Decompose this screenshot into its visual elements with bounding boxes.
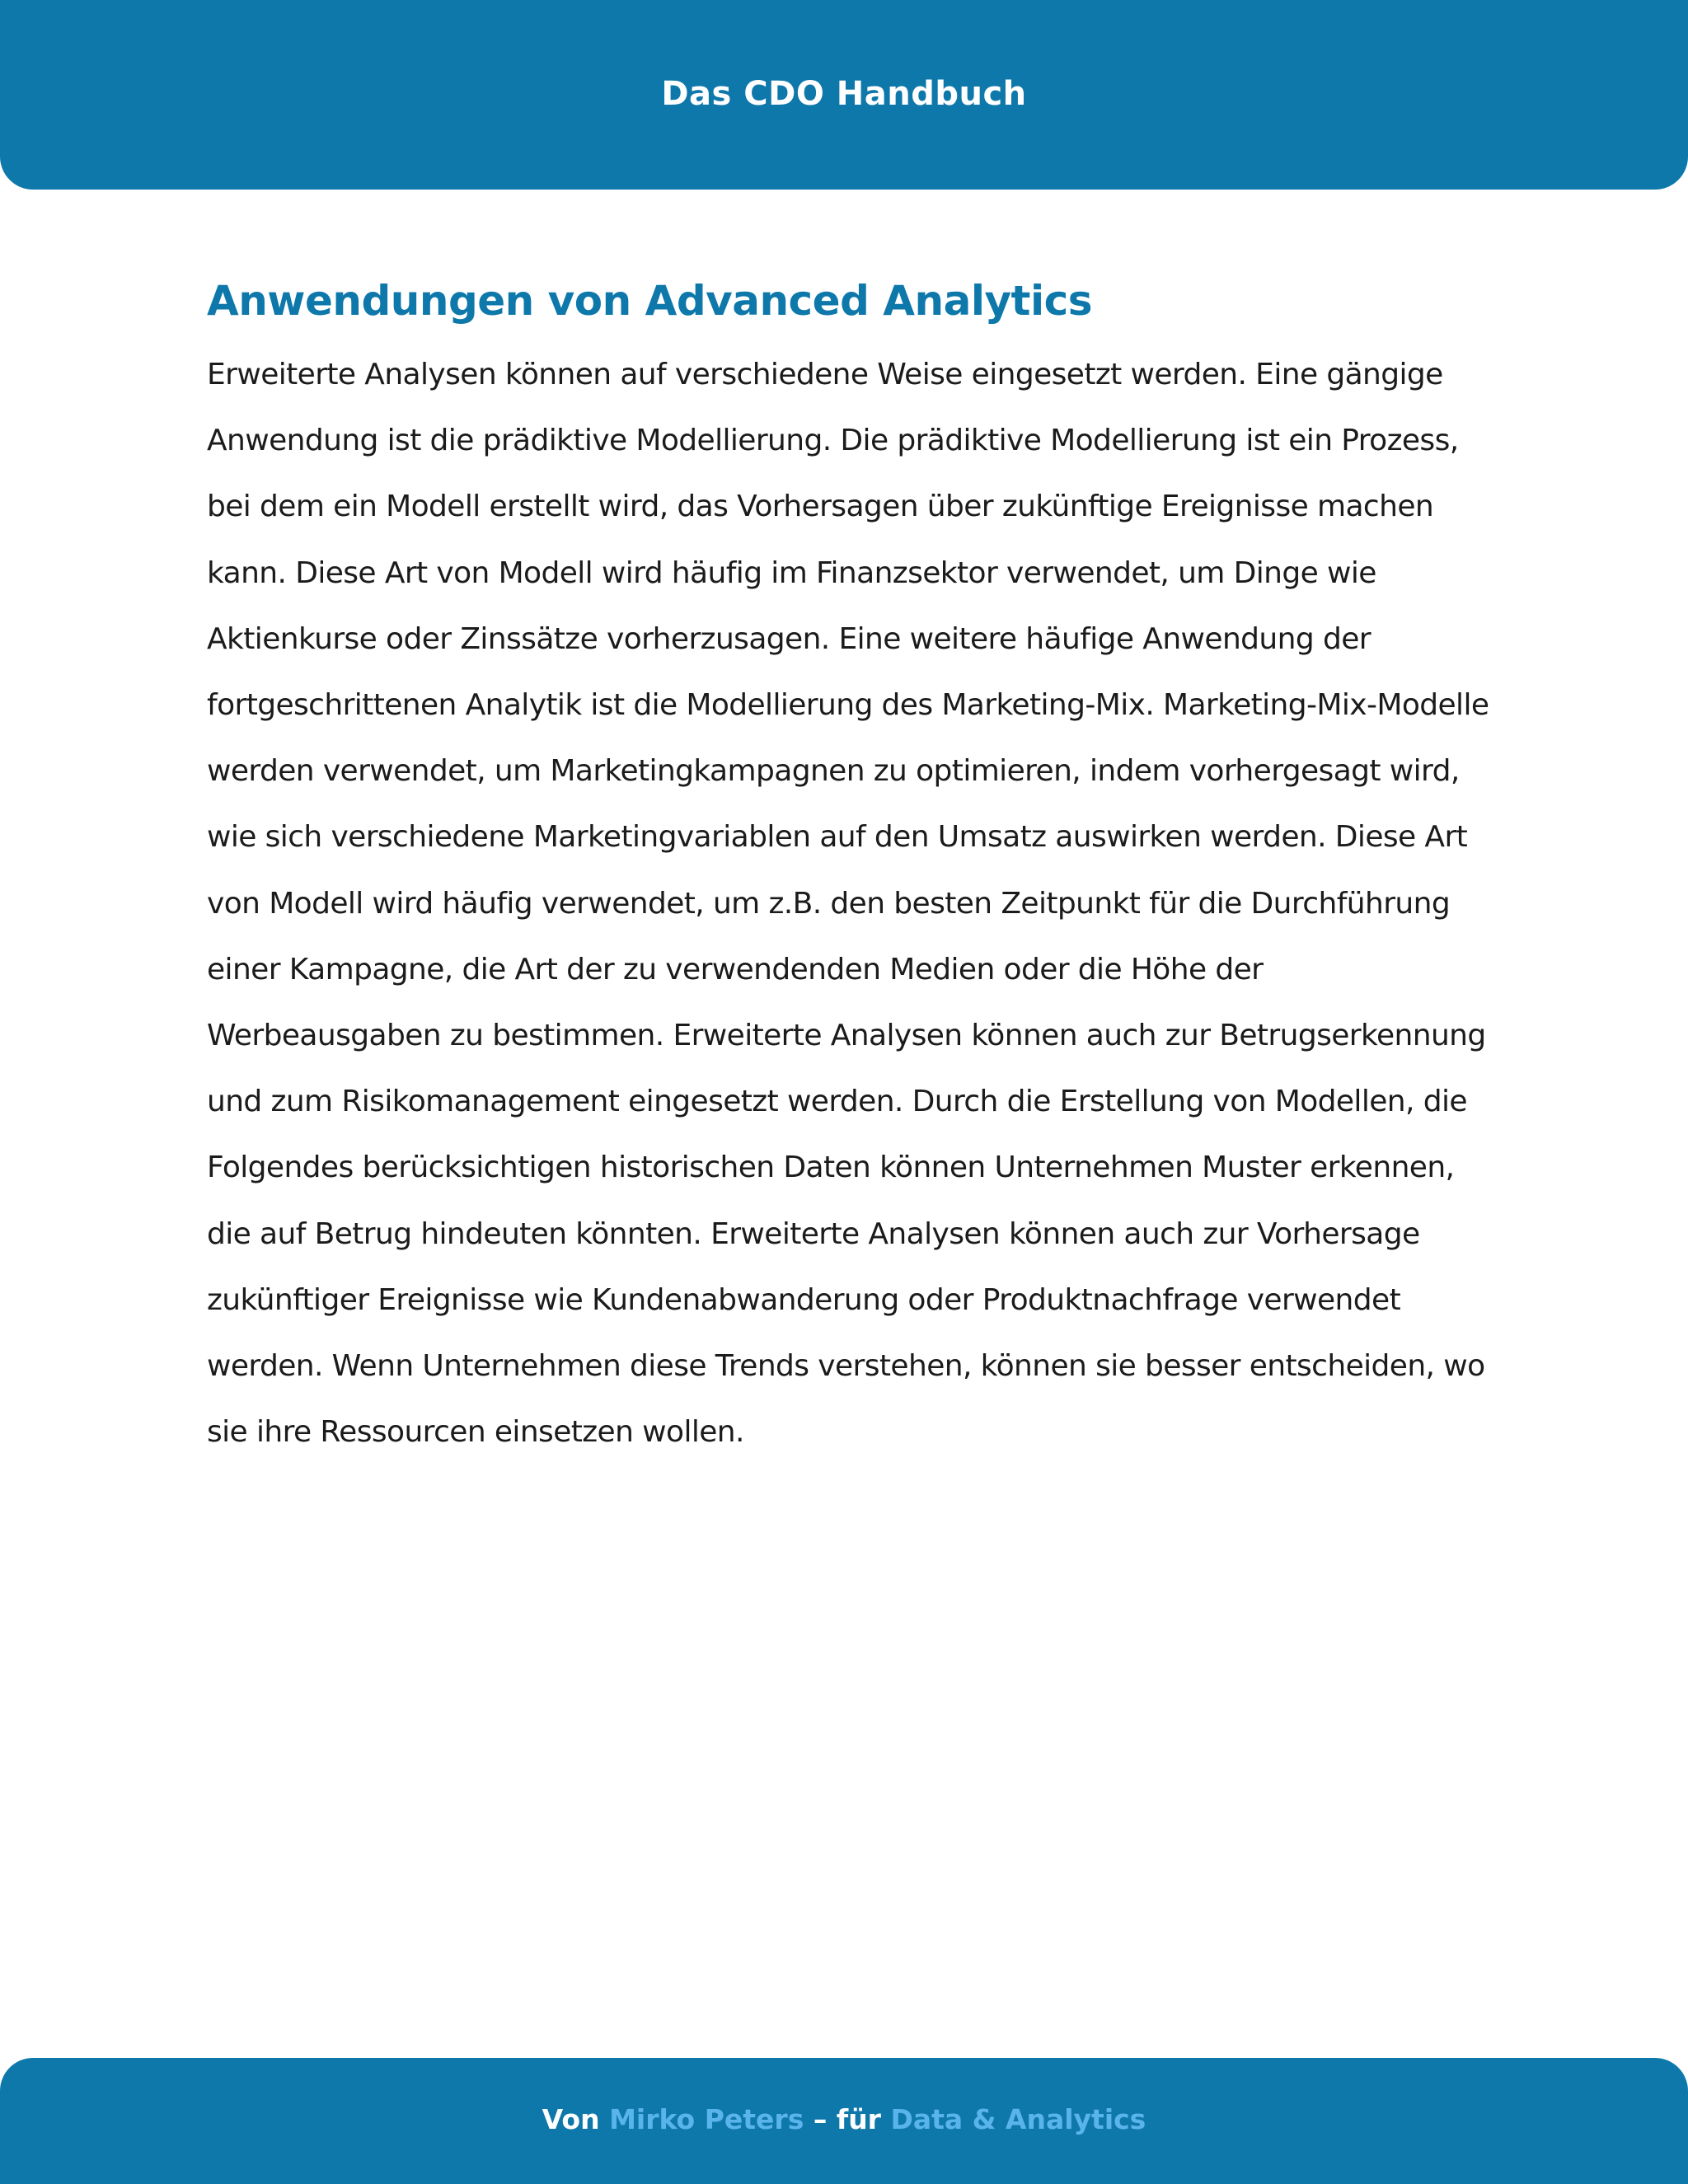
- author-link[interactable]: Mirko Peters: [609, 2103, 804, 2135]
- page-footer: [0, 2058, 1688, 2184]
- section-heading: Anwendungen von Advanced Analytics: [207, 277, 1092, 325]
- topic-link[interactable]: Data & Analytics: [890, 2103, 1146, 2135]
- footer-credit: [0, 2095, 1688, 2144]
- footer-prefix: Von: [542, 2103, 610, 2135]
- footer-separator: – für: [804, 2103, 891, 2135]
- page-header: [0, 0, 1688, 190]
- section-body-paragraph: Erweiterte Analysen können auf verschiedene Weise eingesetzt werden. Eine gängige Anwendung ist die prädiktive Modellierung. Die prädiktive Modellierung ist ein Prozess, bei dem ein Modell erstellt wird, das Vorhersagen über zukünftige Ereignisse machen kann. Diese Art von Modell wird häufig im Finanzsektor verwendet, um Dinge wie Aktienkurse oder Zinssätze vorherzusagen. Eine weitere häufige Anwendung der fortgeschrittenen Analytik ist die Modellierung des Marketing-Mix. Marketing-Mix-Modelle werden verwendet, um Marketingkampagnen zu optimieren, indem vorhergesagt wird, wie sich verschiedene Marketingvariablen auf den Umsatz auswirken werden. Diese Art von Modell wird häufig verwendet, um z.B. den besten Zeitpunkt für die Durchführung einer Kampagne, die Art der zu verwendenden Medien oder die Höhe der Werbeausgaben zu bestimmen. Erweiterte Analysen können auch zur Betrugserkennung und zum Risikomanagement eingesetzt werden. Durch die Erstellung von Modellen, die Folgendes berücksichtigen historischen Daten können Unternehmen Muster erkennen, die auf Betrug hindeuten könnten. Erweiterte Analysen können auch zur Vorhersage zukünftiger Ereignisse wie Kundenabwanderung oder Produktnachfrage verwendet werden. Wenn Unternehmen diese Trends verstehen, können sie besser entscheiden, wo sie ihre Ressourcen einsetzen wollen.: [207, 358, 1489, 1450]
- book-title: Das CDO Handbuch: [661, 75, 1027, 113]
- main-content: [207, 268, 1493, 1465]
